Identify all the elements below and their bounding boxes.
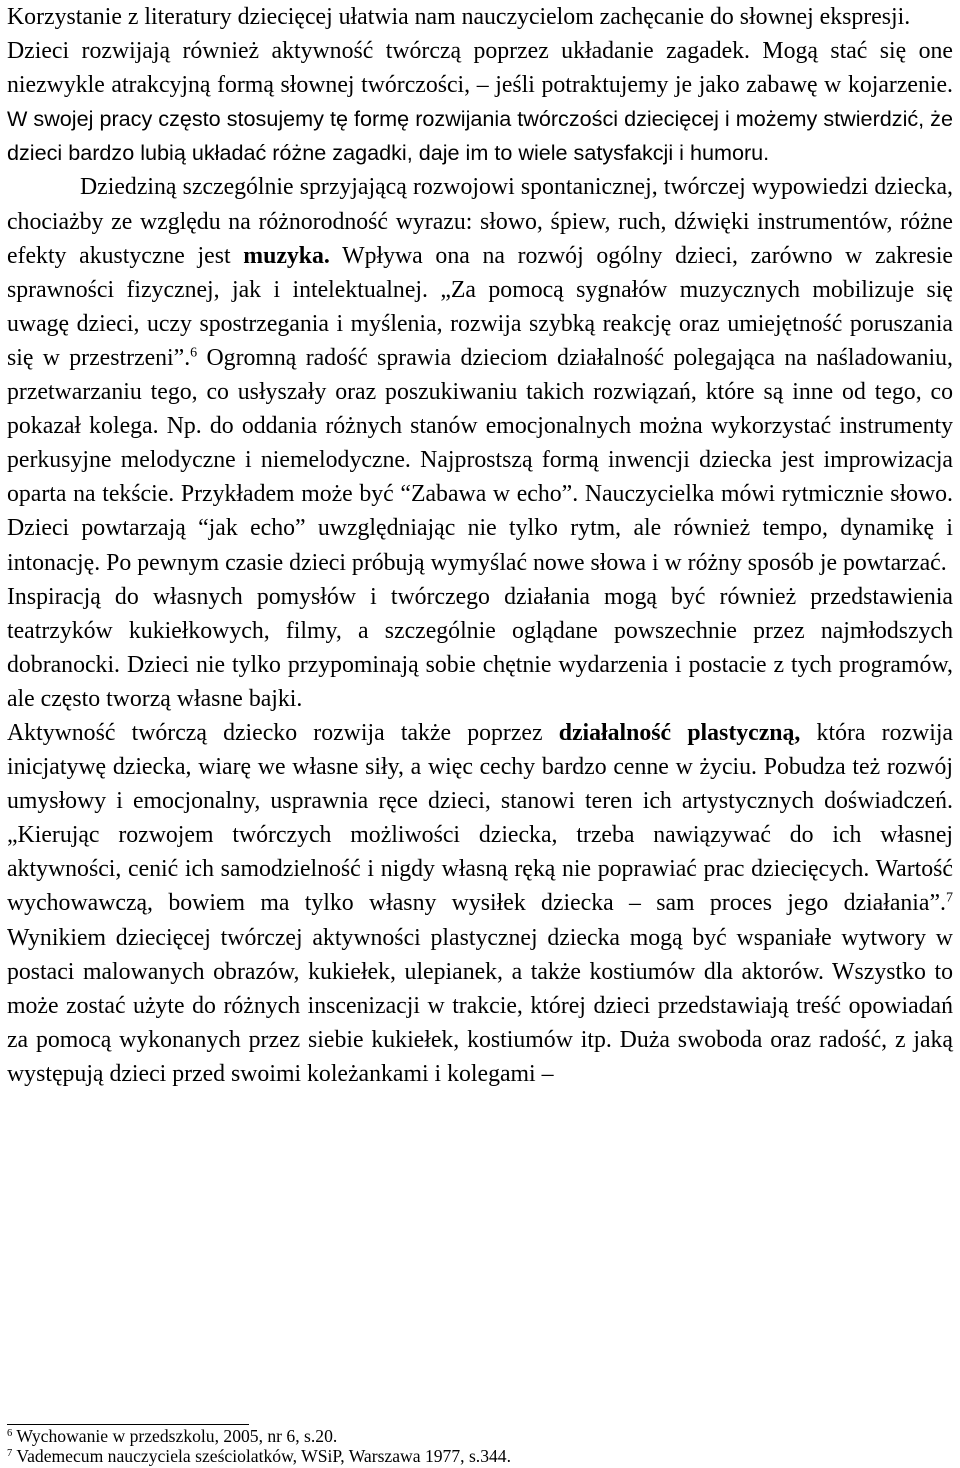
- document-body: [7, 0, 953, 1091]
- paragraph-theatre: [7, 580, 953, 716]
- paragraph-theatre-text: Inspiracją do własnych pomysłów i twórczego działania mogą być również przedstawienia teatrzyków kukiełkowych, filmy, a szczególnie oglądane powszechnie przez najmłodszych dobranocki. Dzieci nie tylko przypominają sobie chętnie wydarzenia i postacie z tych programów, ale często tworzą własne bajki.: [7, 583, 953, 712]
- paragraph-riddles-text: Dzieci rozwijają również aktywność twórczą poprzez układanie zagadek. Mogą stać się one niezwykle atrakcyjną formą słownej twórczości, – jeśli potraktujemy je jako zabawę w kojarzenie.: [7, 38, 953, 99]
- paragraph-art: [7, 716, 953, 1091]
- bold-term-art: działalność plastyczną,: [558, 719, 801, 746]
- footnote-text: Vademecum nauczyciela sześciolatków, WSiP, Warszawa 1977, s.344.: [12, 1446, 511, 1466]
- footnote-7: [7, 1446, 953, 1466]
- footnote-number: 6: [7, 1428, 13, 1440]
- paragraph-art-continued: Wynikiem dziecięcej twórczej aktywności plastycznej dziecka mogą być wspaniałe wytwory w postaci malowanych obrazów, kukiełek, ulepianek, a także kostiumów dla aktorów. Wszystko to może zostać użyte do różnych inscenizacji w trakcie, której dzieci przedstawiają treść opowiadań za pomocą wykonanych przez siebie kukiełek, kostiumów itp. Duża swoboda oraz radość, z jaką występują dzieci przed swoimi koleżankami i kolegami –: [7, 924, 953, 1087]
- bold-term-music: muzyka.: [243, 242, 330, 269]
- paragraph-riddles-practice-text: W swojej pracy często stosujemy tę formę rozwijania twórczości dziecięcej i możemy stwierdzić, że dzieci bardzo lubią układać różne zagadki, daje im to wiele satysfakcji i humoru.: [7, 106, 953, 166]
- footnote-number: 7: [7, 1448, 13, 1460]
- footnote-text: Wychowanie w przedszkolu, 2005, nr 6, s.20.: [12, 1426, 338, 1446]
- footnote-6: [7, 1426, 953, 1446]
- paragraph-art-quote: która rozwija inicjatywę dziecka, wiarę we własne siły, a więc cechy bardzo cenne w życiu. Pobudza też rozwój umysłowy i emocjonalny, usprawnia ręce dzieci, stanowi teren ich artystycznych doświadczeń. „Kierując rozwojem twórczych możliwości dziecka, trzeba nawiązywać do ich własnej aktywności, cenić ich samodzielność i nigdy własną ręką nie poprawiać prac dziecięcych. Wartość wychowawczą, bowiem ma tylko własny wysiłek dziecka – sam proces jego działania”.: [7, 719, 953, 917]
- paragraph-music: [7, 170, 953, 579]
- paragraph-riddles: [7, 34, 953, 170]
- paragraph-literature: [7, 0, 953, 34]
- paragraph-art-text: Aktywność twórczą dziecko rozwija także poprzez: [7, 719, 559, 746]
- footnotes: [7, 1426, 953, 1466]
- footnote-ref-7[interactable]: 7: [946, 891, 953, 907]
- footnote-divider: [7, 1424, 249, 1425]
- paragraph-music-quote: Wpływa ona na rozwój ogólny dzieci, zarówno w zakresie sprawności fizycznej, jak i intelektualnej. „Za pomocą sygnałów muzycznych mobilizuje się uwagę dzieci, uczy spostrzegania i myślenia, rozwija szybką reakcję oraz umiejętność poruszania się w przestrzeni”.: [7, 242, 953, 371]
- paragraph-music-text: Dziedziną szczególnie sprzyjającą rozwojowi spontanicznej, twórczej wypowiedzi dziecka, chociażby ze względu na różnorodność wyrazu: słowo, śpiew, ruch, dźwięki instrumentów, różne efekty akustyczne jest: [7, 174, 953, 269]
- paragraph-music-continued: Ogromną radość sprawia dzieciom działalność polegająca na naśladowaniu, przetwarzaniu tego, co usłyszały oraz poszukiwaniu takich rozwiązań, które są inne od tego, co pokazał kolega. Np. do oddania różnych stanów emocjonalnych można wykorzystać instrumenty perkusyjne melodyczne i niemelodyczne. Najprostszą formą inwencji dziecka jest improwizacja oparta na tekście. Przykładem może być “Zabawa w echo”. Nauczycielka mówi rytmicznie słowo. Dzieci powtarzają “jak echo” uwzględniając nie tylko rytm, ale również tempo, dynamikę i intonację. Po pewnym czasie dzieci próbują wymyślać nowe słowa i w różny sposób je powtarzać.: [7, 344, 953, 576]
- footnote-ref-6[interactable]: 6: [190, 345, 198, 361]
- paragraph-literature-text: Korzystanie z literatury dziecięcej ułatwia nam nauczycielom zachęcanie do słownej ekspresji.: [7, 4, 911, 30]
